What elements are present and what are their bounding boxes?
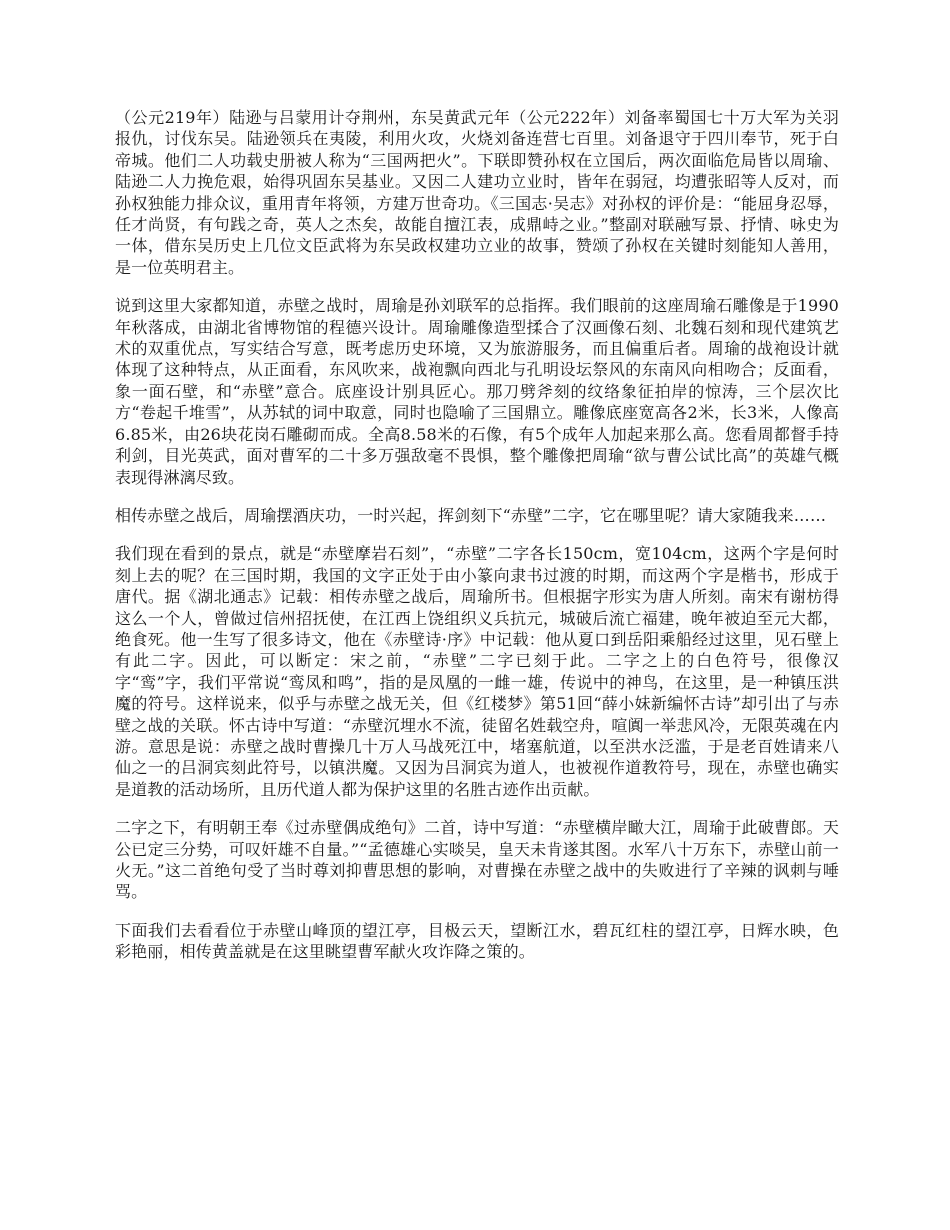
document-body	[115, 107, 839, 980]
paragraph-chibi-cliff-inscription: 我们现在看到的景点，就是“赤壁摩岩石刻”，“赤壁”二字各长150cm，宽104cm，这两个字是何时刻上去的呢？在三国时期，我国的文字正处于由小篆向隶书过渡的时期，而这两个字是楷书，形成于唐代。据《湖北通志》记载：相传赤壁之战后，周瑜所书。但根据字形实为唐人所刻。南宋有谢枋得这么一个人，曾做过信州招抚使，在江西上饶组织义兵抗元，城破后流亡福建，晚年被迫至元大都，绝食死。他一生写了很多诗文，他在《赤壁诗·序》中记载：他从夏口到岳阳乘船经过这里，见石壁上有此二字。因此，可以断定：宋之前，“赤壁”二字已刻于此。二字之上的白色符号，很像汉字“鸾”字，我们平常说“鸾凤和鸣”，指的是凤凰的一雌一雄，传说中的神鸟，在这里，是一种镇压洪魔的符号。这样说来，似乎与赤壁之战无关，但《红楼梦》第51回“薛小妹新编怀古诗”却引出了与赤壁之战的关联。怀古诗中写道：“赤壁沉埋水不流，徒留名姓载空舟，喧阗一举悲风冷，无限英魂在内游。意思是说：赤壁之战时曹操几十万人马战死江中，堵塞航道，以至洪水泛滥，于是老百姓请来八仙之一的吕洞宾刻此符号，以镇洪魔。又因为吕洞宾为道人，也被视作道教符号，现在，赤壁也确实是道教的活动场所，且历代道人都为保护这里的名胜古迹作出贡献。	[115, 544, 839, 799]
paragraph-zhou-yu-statue: 说到这里大家都知道，赤壁之战时，周瑜是孙刘联军的总指挥。我们眼前的这座周瑜石雕像是于1990年秋落成，由湖北省博物馆的程德兴设计。周瑜雕像造型揉合了汉画像石刻、北魏石刻和现代建筑艺术的双重优点，写实结合写意，既考虑历史环境，又为旅游服务，而且偏重后者。周瑜的战袍设计就体现了这种特点，从正面看，东风吹来，战袍飘向西北与孔明设坛祭风的东南风向相吻合；反面看，象一面石壁，和“赤壁”意合。底座设计别具匠心。那刀劈斧刻的纹络象征拍岸的惊涛，三个层次比方“卷起千堆雪”，从苏轼的词中取意，同时也隐喻了三国鼎立。雕像底座宽高各2米，长3米，人像高6.85米，由26块花岗石雕砌而成。全高8.58米的石像，有5个成年人加起来那么高。您看周都督手持利剑，目光英武，面对曹军的二十多万强敌毫不畏惧，整个雕像把周瑜“欲与曹公试比高”的英雄气概表现得淋漓尽致。	[115, 296, 839, 487]
paragraph-chibi-carving-intro: 相传赤壁之战后，周瑜摆酒庆功，一时兴起，挥剑刻下“赤壁”二字，它在哪里呢？请大家随我来……	[115, 505, 827, 525]
paragraph-ming-poems: 二字之下，有明朝王奉《过赤壁偶成绝句》二首，诗中写道：“赤壁横岸瞰大江，周瑜于此破曹郎。天公已定三分势，可叹奸雄不自量。”“孟德雄心实啖吴，皇天未肯遂其图。水军八十万东下，赤壁山前一火无。”这二首绝句受了当时尊刘抑曹思想的影响，对曹操在赤壁之战中的失败进行了辛辣的讽刺与唾骂。	[115, 818, 839, 902]
paragraph-wangjiang-pavilion: 下面我们去看看位于赤壁山峰顶的望江亭，目极云天，望断江水，碧瓦红柱的望江亭，日辉水映，色彩艳丽，相传黄盖就是在这里眺望曹军献火攻诈降之策的。	[115, 920, 839, 962]
paragraph-sun-quan-couplet: （公元219年）陆逊与吕蒙用计夺荆州，东吴黄武元年（公元222年）刘备率蜀国七十万大军为关羽报仇，讨伐东吴。陆逊领兵在夷陵，利用火攻，火烧刘备连营七百里。刘备退守于四川奉节，死于白帝城。他们二人功载史册被人称为“三国两把火”。下联即赞孙权在立国后，两次面临危局皆以周瑜、陆逊二人力挽危艰，始得巩固东吴基业。又因二人建功立业时，皆年在弱冠，均遭张昭等人反对，而孙权独能力排众议，重用青年将领，方建万世奇功。《三国志·吴志》对孙权的评价是：“能屈身忍辱，任才尚贤，有句践之奇，英人之杰矣，故能自擅江表，成鼎峙之业。”整副对联融写景、抒情、咏史为一体，借东吴历史上几位文臣武将为东吴政权建功立业的故事，赞颂了孙权在关键时刻能知人善用，是一位英明君主。	[115, 108, 839, 277]
